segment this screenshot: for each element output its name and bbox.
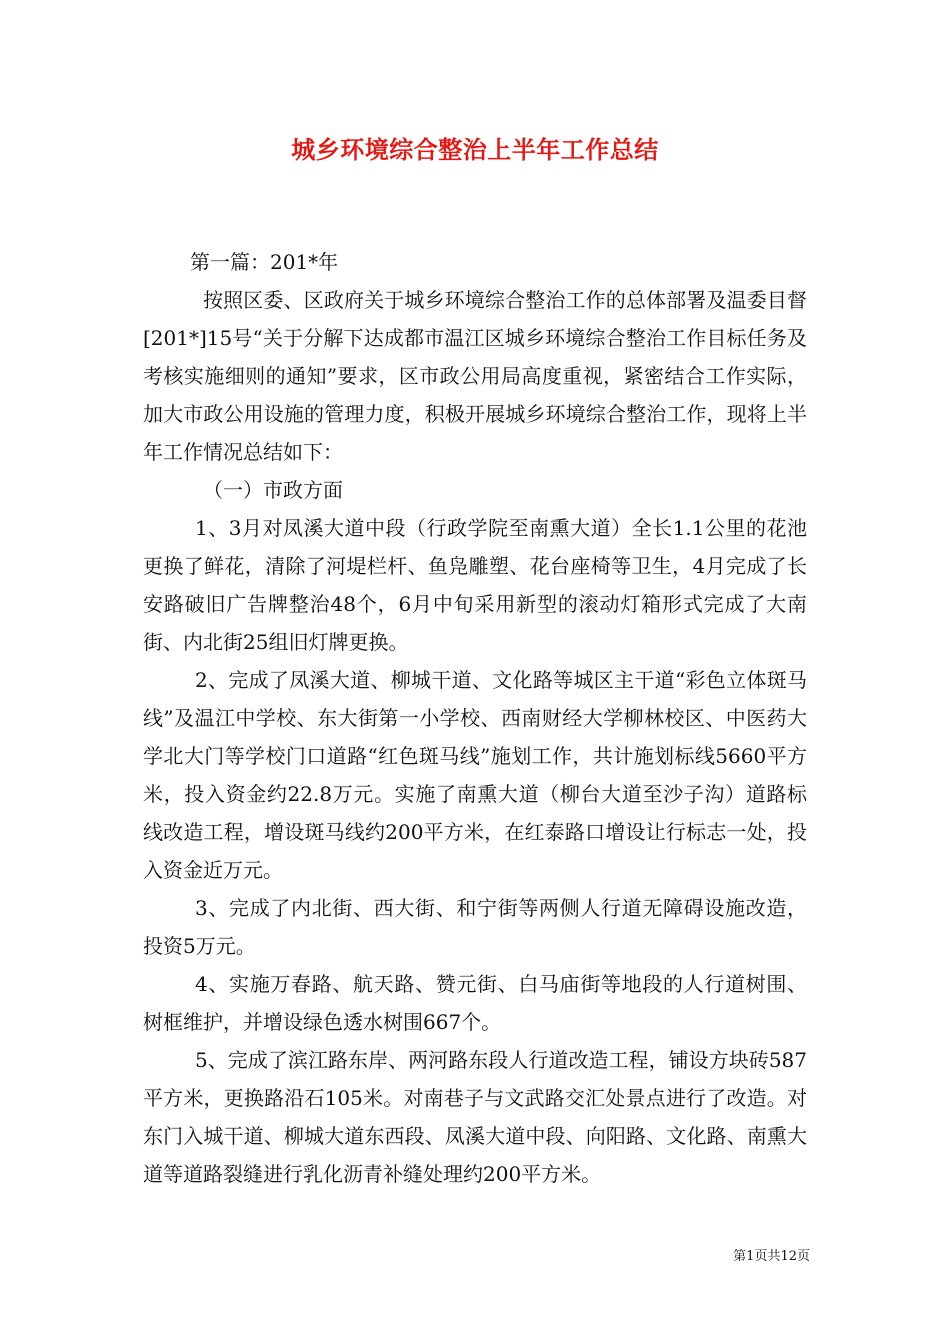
paragraph-item-4: 4、实施万春路、航天路、赞元街、白马庙街等地段的人行道树围、树框维护，并增设绿色透水树围667个。 [143, 972, 807, 1034]
chapter-heading: 第一篇：201*年 [190, 250, 339, 274]
document-body [143, 243, 807, 1193]
document-title: 城乡环境综合整治上半年工作总结 [291, 135, 659, 164]
paragraph-item-1: 1、3月对凤溪大道中段（行政学院至南熏大道）全长1.1公里的花池更换了鲜花，清除了河堤栏杆、鱼凫雕塑、花台座椅等卫生，4月完成了长安路破旧广告牌整治48个，6月中旬采用新型的滚动灯箱形式完成了大南街、内北街25组旧灯牌更换。 [143, 516, 807, 654]
intro-paragraph: 按照区委、区政府关于城乡环境综合整治工作的总体部署及温委目督[201*]15号“关于分解下达成都市温江区城乡环境综合整治工作目标任务及考核实施细则的通知”要求，区市政公用局高度重视，紧密结合工作实际，加大市政公用设施的管理力度，积极开展城乡环境综合整治工作，现将上半年工作情况总结如下： [143, 288, 807, 464]
paragraph-item-5: 5、完成了滨江路东岸、两河路东段人行道改造工程，铺设方块砖587平方米，更换路沿石105米。对南巷子与文武路交汇处景点进行了改造。对东门入城干道、柳城大道东西段、凤溪大道中段、向阳路、文化路、南熏大道等道路裂缝进行乳化沥青补缝处理约200平方米。 [143, 1048, 807, 1186]
page-number-footer: 第1页共12页 [733, 1249, 810, 1264]
section-heading: （一）市政方面 [203, 478, 343, 502]
paragraph-item-2: 2、完成了凤溪大道、柳城干道、文化路等城区主干道“彩色立体斑马线”及温江中学校、东大街第一小学校、西南财经大学柳林校区、中医药大学北大门等学校门口道路“红色斑马线”施划工作，共计施划标线5660平方米，投入资金约22.8万元。实施了南熏大道（柳台大道至沙子沟）道路标线改造工程，增设斑马线约200平方米，在红泰路口增设让行标志一处，投入资金近万元。 [143, 668, 807, 882]
paragraph-item-3: 3、完成了内北街、西大街、和宁街等两侧人行道无障碍设施改造，投资5万元。 [143, 896, 807, 958]
